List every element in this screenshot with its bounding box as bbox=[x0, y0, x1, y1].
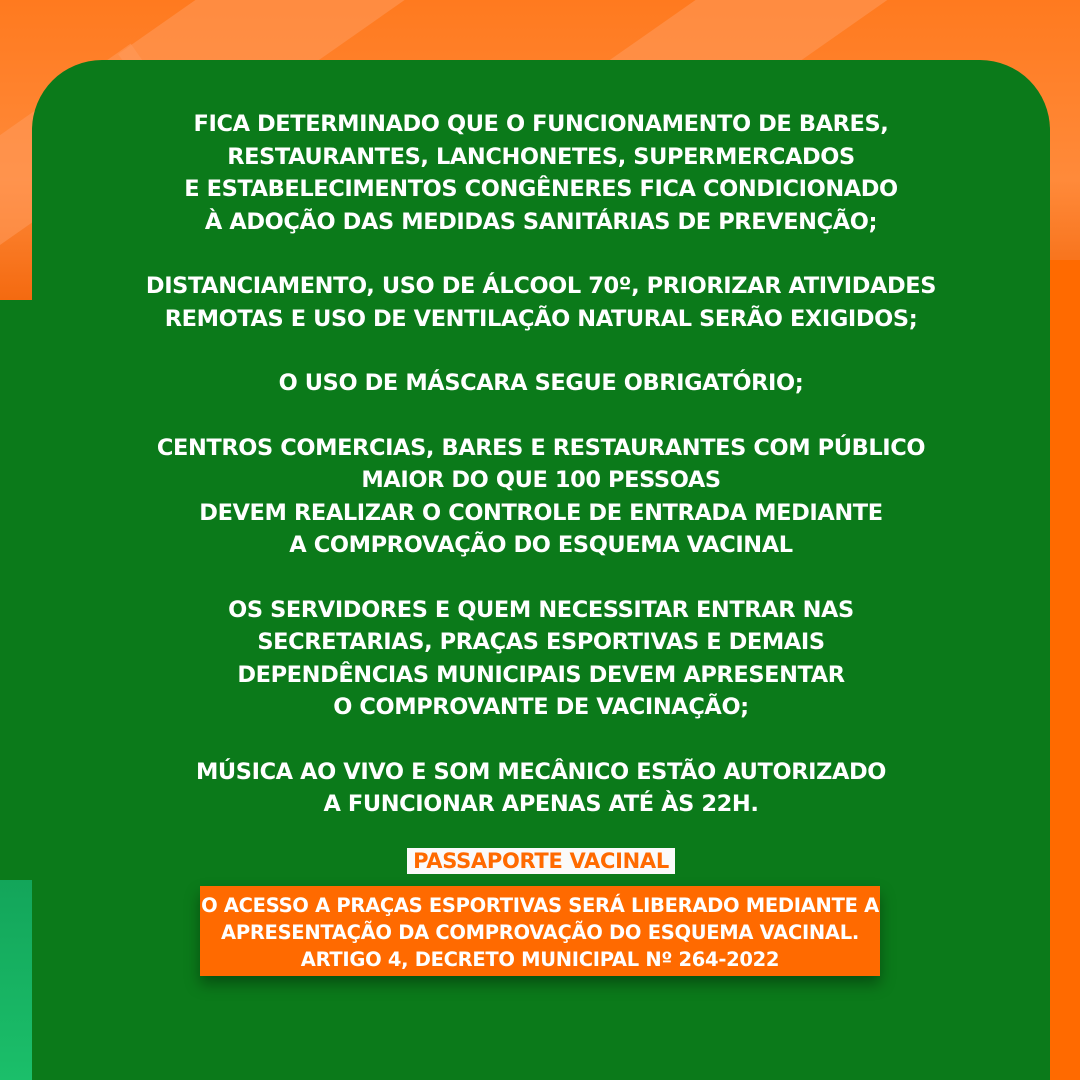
notice-line: ARTIGO 4, DECRETO MUNICIPAL Nº 264-2022 bbox=[300, 948, 780, 971]
text-line: DISTANCIAMENTO, USO DE ÁLCOOL 70º, PRIORIZAR ATIVIDADES bbox=[145, 273, 937, 299]
text-line: SECRETARIAS, PRAÇAS ESPORTIVAS E DEMAIS bbox=[257, 629, 825, 655]
text-line: A COMPROVAÇÃO DO ESQUEMA VACINAL bbox=[289, 532, 793, 558]
text-line: MÚSICA AO VIVO E SOM MECÂNICO ESTÃO AUTORIZADO bbox=[195, 758, 887, 785]
text-line: OS SERVIDORES E QUEM NECESSITAR ENTRAR NAS bbox=[228, 596, 854, 623]
paragraph-commercial-centers bbox=[32, 432, 1050, 562]
text-line: RESTAURANTES, LANCHONETES, SUPERMERCADOS bbox=[227, 143, 855, 170]
text-line: E ESTABELECIMENTOS CONGÊNERES FICA CONDICIONADO bbox=[184, 176, 898, 202]
notice-line: O ACESSO A PRAÇAS ESPORTIVAS SERÁ LIBERADO MEDIANTE A bbox=[201, 894, 879, 917]
text-line: A FUNCIONAR APENAS ATÉ ÀS 22H. bbox=[323, 791, 759, 817]
text-line: O USO DE MÁSCARA SEGUE OBRIGATÓRIO; bbox=[278, 370, 804, 396]
text-line: O COMPROVANTE DE VACINAÇÃO; bbox=[333, 694, 749, 720]
text-line: CENTROS COMERCIAS, BARES E RESTAURANTES COM PÚBLICO bbox=[156, 434, 926, 461]
paragraph-live-music bbox=[32, 756, 1050, 821]
decree-text bbox=[32, 108, 1050, 874]
text-line: DEVEM REALIZAR O CONTROLE DE ENTRADA MEDIANTE bbox=[199, 499, 883, 526]
notice-box bbox=[200, 886, 880, 976]
paragraph-public-servants bbox=[32, 594, 1050, 724]
paragraph-establishments bbox=[32, 108, 1050, 238]
paragraph-mask bbox=[32, 367, 1050, 400]
text-line: À ADOÇÃO DAS MEDIDAS SANITÁRIAS DE PREVENÇÃO; bbox=[204, 208, 878, 235]
paragraph-distancing bbox=[32, 270, 1050, 335]
text-line: DEPENDÊNCIAS MUNICIPAIS DEVEM APRESENTAR bbox=[237, 661, 845, 688]
text-line: FICA DETERMINADO QUE O FUNCIONAMENTO DE BARES, bbox=[193, 111, 889, 137]
text-line: REMOTAS E USO DE VENTILAÇÃO NATURAL SERÃO EXIGIDOS; bbox=[164, 305, 918, 332]
passport-tag: PASSAPORTE VACINAL bbox=[407, 848, 675, 874]
notice-line: APRESENTAÇÃO DA COMPROVAÇÃO DO ESQUEMA VACINAL. bbox=[221, 921, 859, 944]
text-line: MAIOR DO QUE 100 PESSOAS bbox=[361, 467, 721, 493]
